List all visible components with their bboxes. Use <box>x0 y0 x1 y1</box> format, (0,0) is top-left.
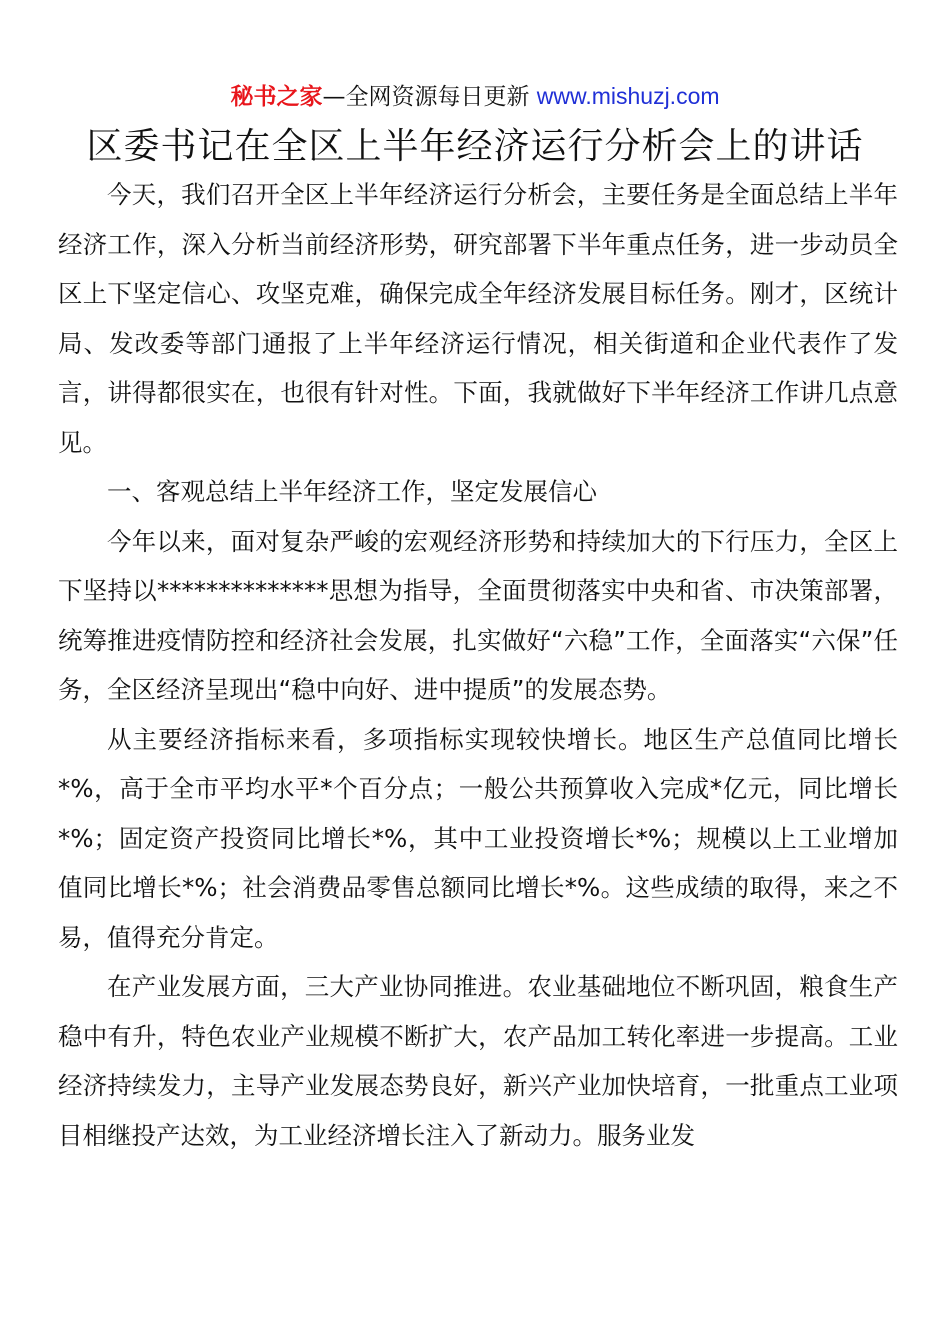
site-url-link[interactable]: www.mishuzj.com <box>536 83 720 109</box>
document-title: 区委书记在全区上半年经济运行分析会上的讲话 <box>86 126 864 167</box>
site-brand: 秘书之家 <box>230 84 323 110</box>
document-body <box>58 170 898 1160</box>
section-heading-1: 一、客观总结上半年经济工作，坚定发展信心 <box>107 477 597 506</box>
paragraph-intro: 今天，我们召开全区上半年经济运行分析会，主要任务是全面总结上半年经济工作，深入分析当前经济形势，研究部署下半年重点任务，进一步动员全区上下坚定信心、攻坚克难，确保完成全年经济发展目标任务。刚才，区统计局、发改委等部门通报了上半年经济运行情况，相关街道和企业代表作了发言，讲得都很实在，也很有针对性。下面，我就做好下半年经济工作讲几点意见。 <box>58 180 898 457</box>
paragraph-overview: 今年以来，面对复杂严峻的宏观经济形势和持续加大的下行压力，全区上下坚持以**************思想为指导，全面贯彻落实中央和省、市决策部署，统筹推进疫情防控和经济社会发展，扎实做好“六稳”工作，全面落实“六保”任务，全区经济呈现出“稳中向好、进中提质”的发展态势。 <box>58 526 898 704</box>
paragraph-industry: 在产业发展方面，三大产业协同推进。农业基础地位不断巩固，粮食生产稳中有升，特色农业产业规模不断扩大，农产品加工转化率进一步提高。工业经济持续发力，主导产业发展态势良好，新兴产业加快培育，一批重点工业项目相继投产达效，为工业经济增长注入了新动力。服务业发 <box>58 972 898 1150</box>
site-header <box>0 80 950 113</box>
site-tagline: —全网资源每日更新 <box>322 84 537 110</box>
paragraph-indicators: 从主要经济指标来看，多项指标实现较快增长。地区生产总值同比增长*%，高于全市平均水平*个百分点；一般公共预算收入完成*亿元，同比增长*%；固定资产投资同比增长*%，其中工业投资增长*%；规模以上工业增加值同比增长*%；社会消费品零售总额同比增长*%。这些成绩的取得，来之不易，值得充分肯定。 <box>58 724 898 952</box>
